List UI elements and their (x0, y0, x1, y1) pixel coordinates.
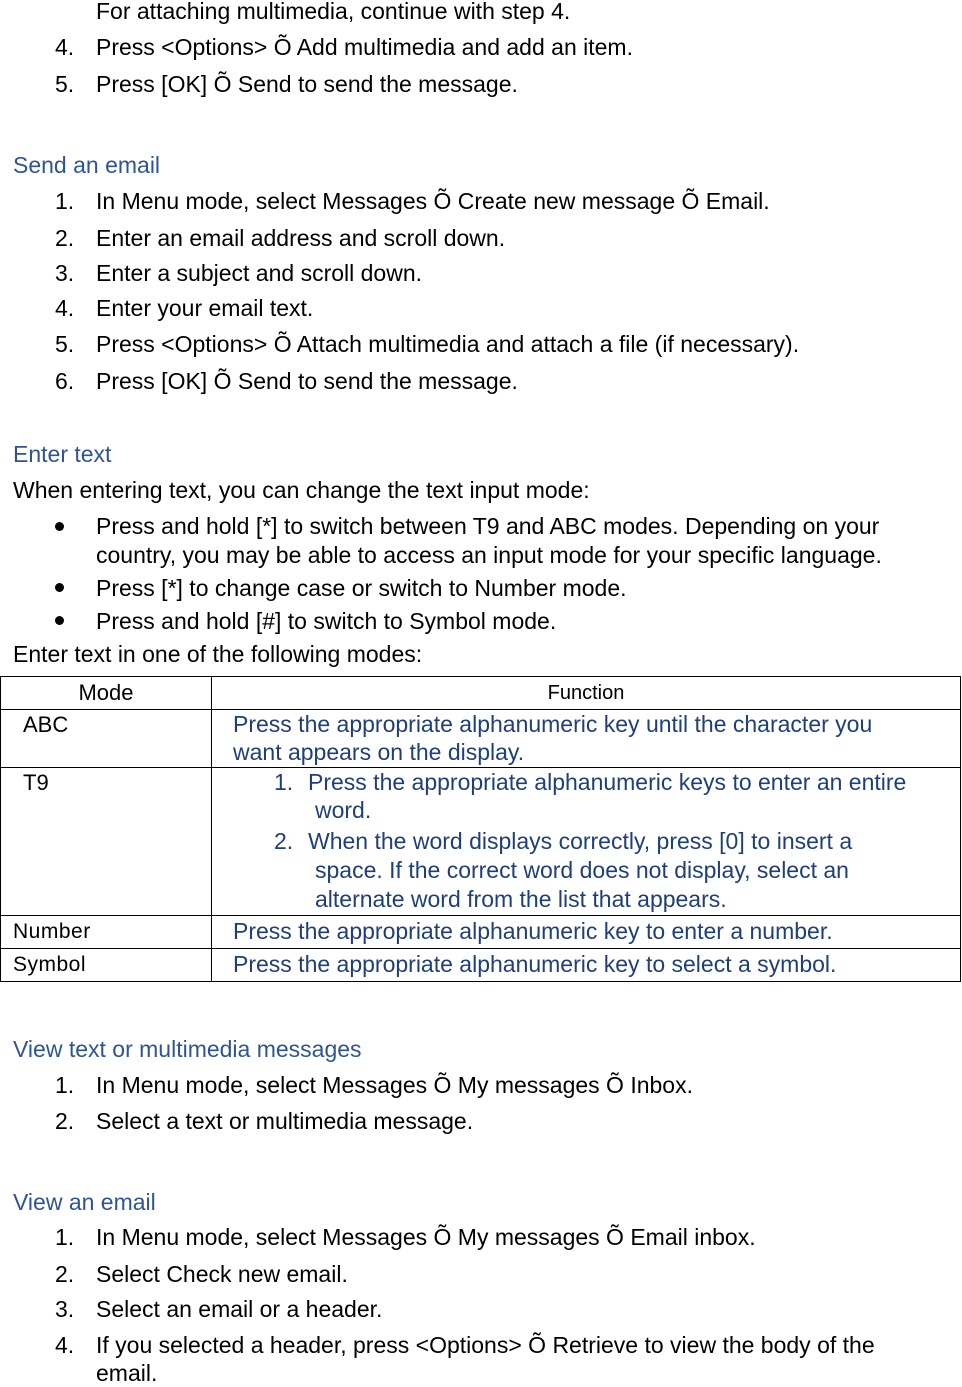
mode-cell: Number (1, 916, 212, 949)
paragraph: When entering text, you can change the text input mode: (13, 477, 590, 503)
step-number: 1. (55, 1224, 75, 1250)
step-text: Select an email or a header. (96, 1296, 383, 1322)
table-row (1, 710, 961, 768)
bullet-text: country, you may be able to access an input mode for your specific language. (96, 542, 882, 568)
step-number: 2. (55, 1261, 75, 1287)
step-text: Select Check new email. (96, 1261, 348, 1287)
step-text: Select a text or multimedia message. (96, 1108, 474, 1134)
step-text: Press <Options> Õ Attach multimedia and attach a file (if necessary). (96, 331, 800, 357)
bullet-text: Press and hold [#] to switch to Symbol mode. (96, 608, 557, 634)
step-text: Enter your email text. (96, 295, 314, 321)
function-cell: Press the appropriate alphanumeric key to enter a number. (212, 916, 961, 949)
step-number: 2. (55, 1108, 75, 1134)
step-text: Press [OK] Õ Send to send the message. (96, 368, 518, 394)
section-heading-send-email: Send an email (13, 152, 161, 178)
header-mode: Mode (1, 677, 212, 710)
step-text: Enter an email address and scroll down. (96, 225, 506, 251)
step-text: Press [OK] Õ Send to send the message. (96, 71, 518, 97)
input-modes-table (0, 676, 961, 982)
function-cell: 1. Press the appropriate alphanumeric keys to enter an entire word. 2. When the word displays correctly, press [0] to insert a space. If the correct word does not display, select an alternate word from the list that appears. (212, 768, 961, 916)
table-row (1, 949, 961, 982)
function-cell: Press the appropriate alphanumeric key to select a symbol. (212, 949, 961, 982)
step-number: 1. (55, 188, 75, 214)
function-cell: Press the appropriate alphanumeric key until the character you want appears on the display. (212, 710, 961, 768)
step-number: 5. (55, 71, 75, 97)
header-function: Function (212, 677, 961, 710)
bullet-text: Press [*] to change case or switch to Number mode. (96, 575, 627, 601)
step-text-continued: email. (96, 1360, 158, 1386)
step-number: 4. (55, 34, 75, 60)
section-heading-enter-text: Enter text (13, 441, 112, 467)
step-text: In Menu mode, select Messages Õ My messages Õ Email inbox. (96, 1224, 756, 1250)
step-text: Press <Options> Õ Add multimedia and add an item. (96, 34, 633, 60)
section-heading-view-email: View an email (13, 1189, 156, 1215)
bullet-icon (55, 583, 64, 592)
step-number: 2. (55, 225, 75, 251)
bullet-icon (55, 522, 64, 531)
mode-cell: Symbol (1, 949, 212, 982)
step-text: If you selected a header, press <Options> Õ Retrieve to view the body of the (96, 1332, 875, 1358)
step-number: 3. (55, 260, 75, 286)
step-text: In Menu mode, select Messages Õ My messages Õ Inbox. (96, 1072, 693, 1098)
intro-line: For attaching multimedia, continue with step 4. (96, 0, 571, 24)
step-number: 5. (55, 331, 75, 357)
table-row (1, 768, 961, 916)
section-heading-view-messages: View text or multimedia messages (13, 1036, 362, 1062)
bullet-text: Press and hold [*] to switch between T9 and ABC modes. Depending on your (96, 513, 880, 539)
step-text: Enter a subject and scroll down. (96, 260, 423, 286)
step-number: 4. (55, 1332, 75, 1358)
step-number: 3. (55, 1296, 75, 1322)
step-number: 1. (55, 1072, 75, 1098)
step-number: 4. (55, 295, 75, 321)
bullet-icon (55, 616, 64, 625)
table-row (1, 916, 961, 949)
paragraph: Enter text in one of the following modes: (13, 641, 423, 667)
mode-cell: ABC (1, 710, 212, 768)
table-header-row (1, 677, 961, 710)
mode-cell: T9 (1, 768, 212, 916)
step-text: In Menu mode, select Messages Õ Create new message Õ Email. (96, 188, 770, 214)
step-number: 6. (55, 368, 75, 394)
